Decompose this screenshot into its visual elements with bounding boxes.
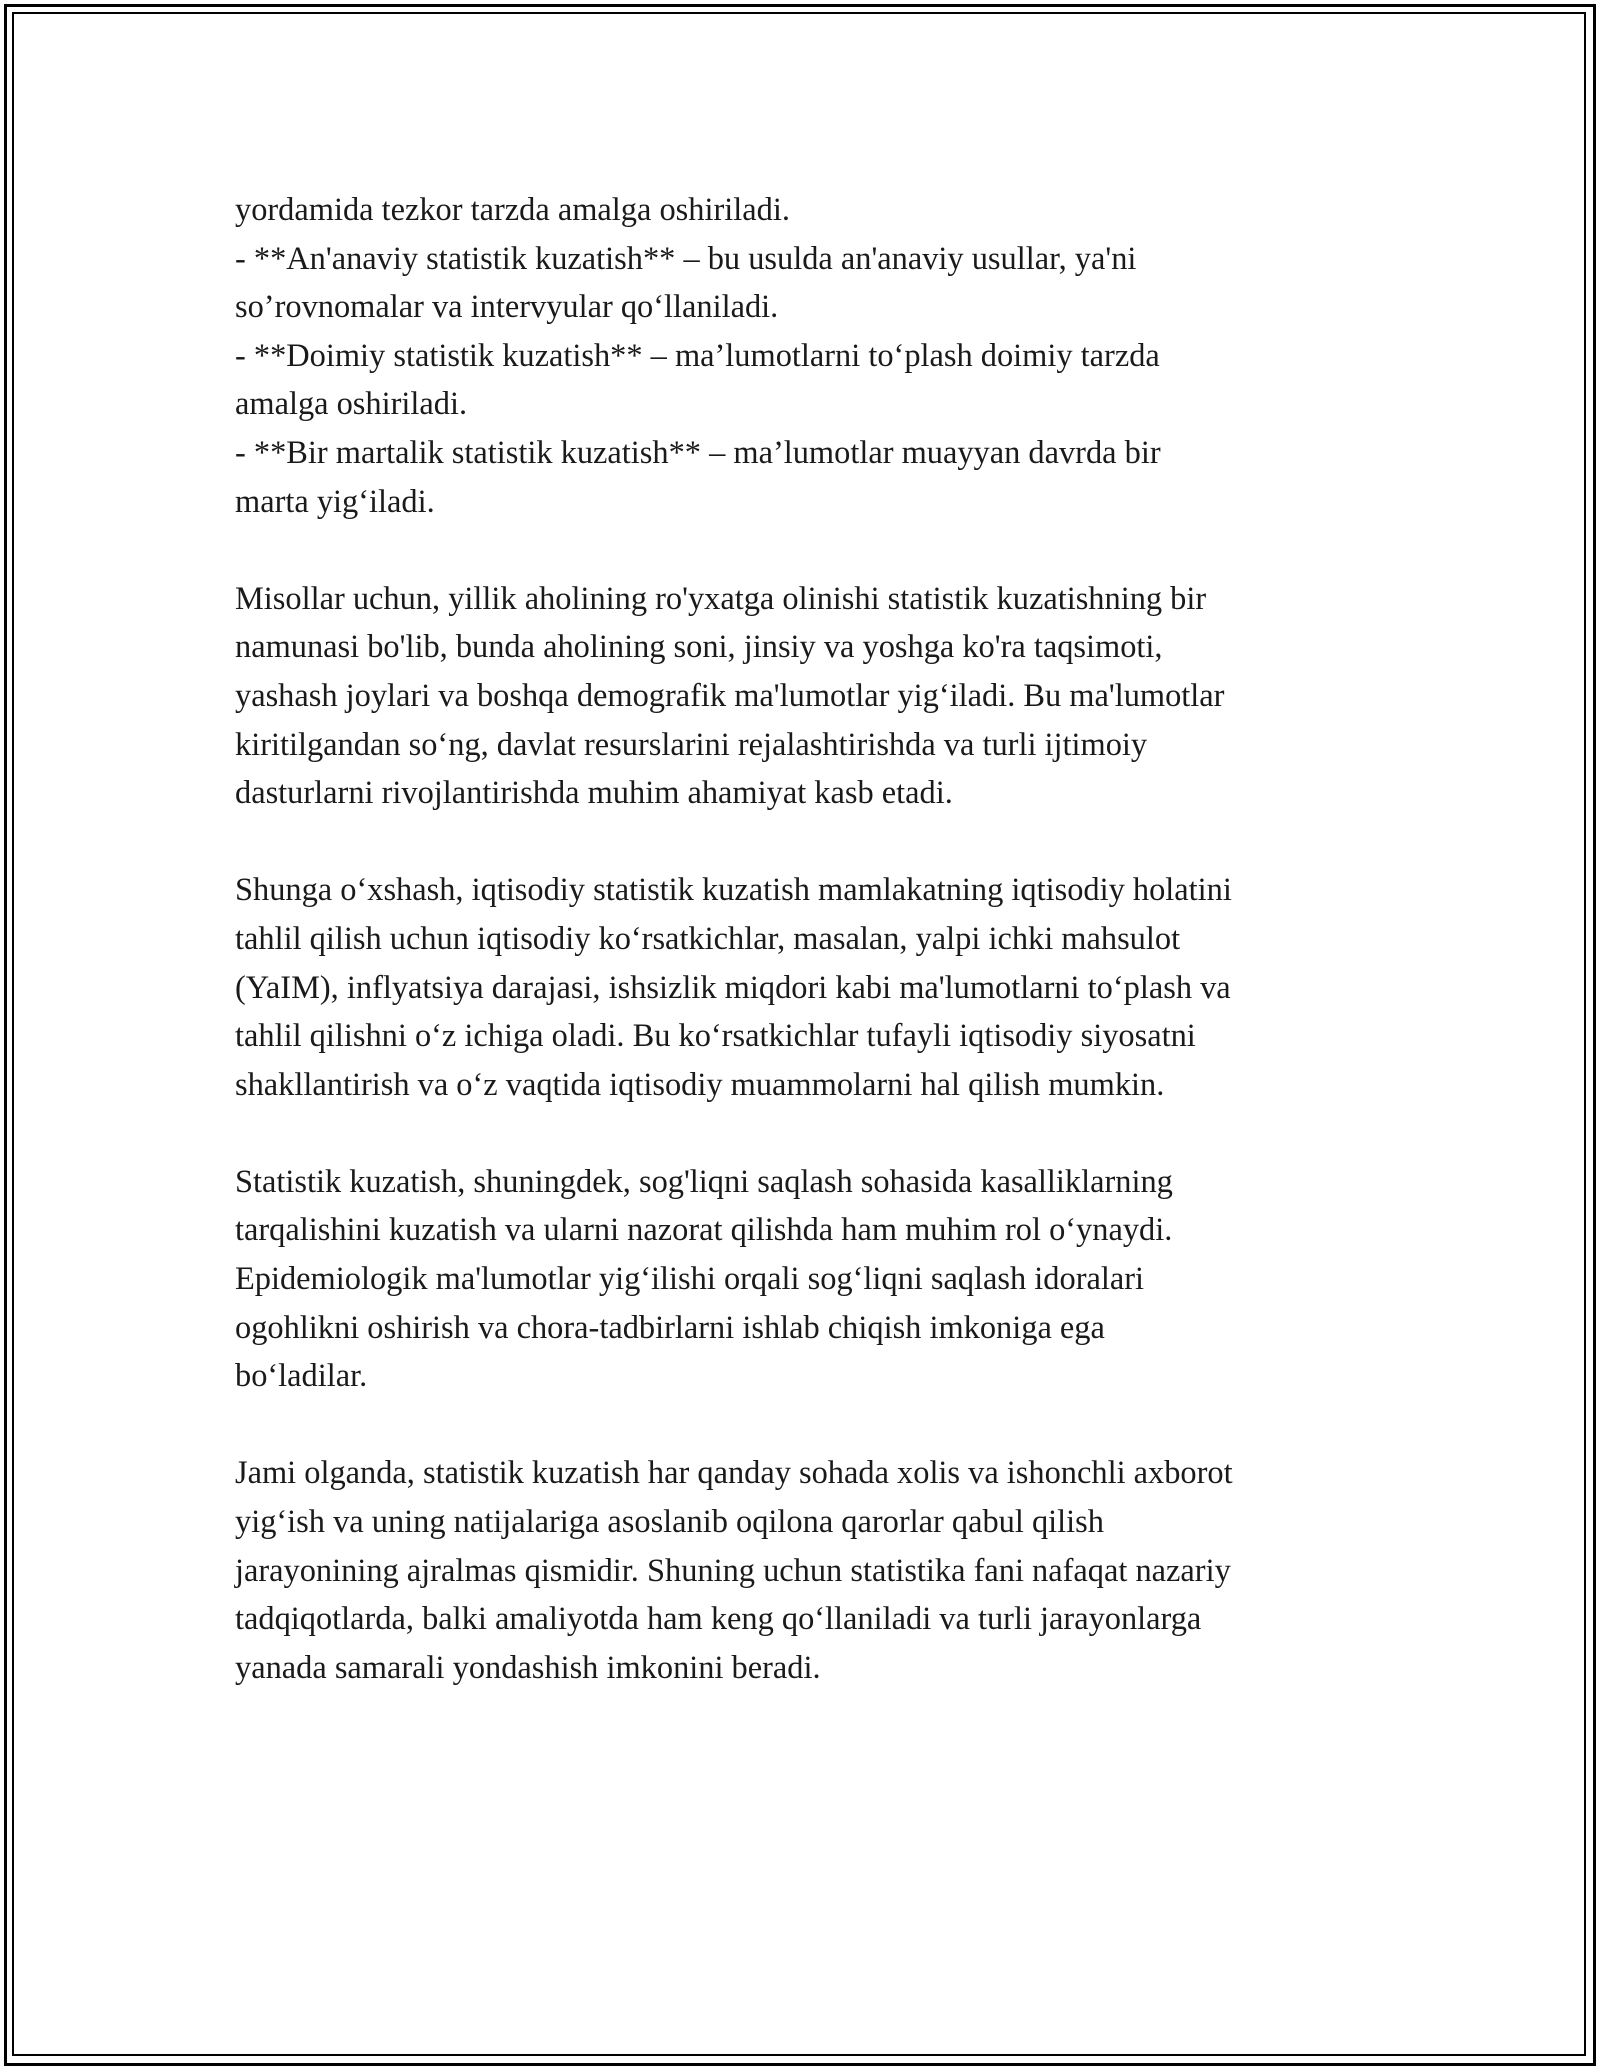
text-line: jarayonining ajralmas qismidir. Shuning uchun statistika fani nafaqat nazariy [235, 1552, 1231, 1589]
text-line: Misollar uchun, yillik aholining ro'yxatga olinishi statistik kuzatishning bir [235, 580, 1207, 617]
text-line: bo‘ladilar. [235, 1358, 368, 1395]
text-line: (YaIM), inflyatsiya darajasi, ishsizlik miqdori kabi ma'lumotlarni to‘plash va [235, 969, 1231, 1006]
text-line: yig‘ish va uning natijalariga asoslanib oqilona qarorlar qabul qilish [235, 1504, 1104, 1541]
text-line: ogohlikni oshirish va chora-tadbirlarni ishlab chiqish imkoniga ega [235, 1309, 1105, 1346]
text-line: tadqiqotlarda, balki amaliyotda ham keng qo‘llaniladi va turli jarayonlarga [235, 1601, 1202, 1638]
text-line: kiritilgandan so‘ng, davlat resurslarini rejalashtirishda va turli ijtimoiy [235, 726, 1148, 763]
paragraph-misollar [235, 575, 1385, 818]
text-line: Jami olganda, statistik kuzatish har qanday sohada xolis va ishonchli axborot [235, 1455, 1233, 1492]
text-line: yashash joylari va boshqa demografik ma'lumotlar yig‘iladi. Bu ma'lumotlar [235, 677, 1225, 714]
list-item-ananaviy: - **An'anaviy statistik kuzatish** – bu usulda an'anaviy usullar, ya'ni [235, 240, 1137, 277]
paragraph-iqtisodiy [235, 866, 1385, 1109]
intro-list [235, 186, 1385, 526]
text-line: tahlil qilish uchun iqtisodiy ko‘rsatkichlar, masalan, yalpi ichki mahsulot [235, 920, 1181, 957]
text-line: Shunga o‘xshash, iqtisodiy statistik kuzatish mamlakatning iqtisodiy holatini [235, 872, 1232, 909]
paragraph-jami [235, 1449, 1385, 1692]
text-line: yordamida tezkor tarzda amalga oshiriladi. [235, 192, 790, 228]
text-line: so’rovnomalar va intervyular qo‘llaniladi. [235, 289, 779, 326]
paragraph-sogliq [235, 1158, 1385, 1401]
text-line: tahlil qilishni o‘z ichiga oladi. Bu ko‘rsatkichlar tufayli iqtisodiy siyosatni [235, 1018, 1196, 1055]
text-line: dasturlarni rivojlantirishda muhim ahamiyat kasb etadi. [235, 775, 953, 812]
list-item-bir-martalik: - **Bir martalik statistik kuzatish** – ma’lumotlar muayyan davrda bir [235, 434, 1161, 471]
text-line: Statistik kuzatish, shuningdek, sog'liqni saqlash sohasida kasalliklarning [235, 1163, 1173, 1200]
document-body [235, 186, 1385, 1741]
text-line: Epidemiologik ma'lumotlar yig‘ilishi orqali sog‘liqni saqlash idoralari [235, 1261, 1145, 1298]
list-item-doimiy: - **Doimiy statistik kuzatish** – ma’lumotlarni to‘plash doimiy tarzda [235, 337, 1160, 374]
text-line: amalga oshiriladi. [235, 386, 468, 423]
text-line: yanada samarali yondashish imkonini beradi. [235, 1649, 821, 1686]
text-line: marta yig‘iladi. [235, 483, 435, 520]
text-line: tarqalishini kuzatish va ularni nazorat qilishda ham muhim rol o‘ynaydi. [235, 1212, 1173, 1249]
text-line: shakllantirish va o‘z vaqtida iqtisodiy muammolarni hal qilish mumkin. [235, 1066, 1165, 1103]
text-line: namunasi bo'lib, bunda aholining soni, jinsiy va yoshga ko'ra taqsimoti, [235, 629, 1163, 666]
